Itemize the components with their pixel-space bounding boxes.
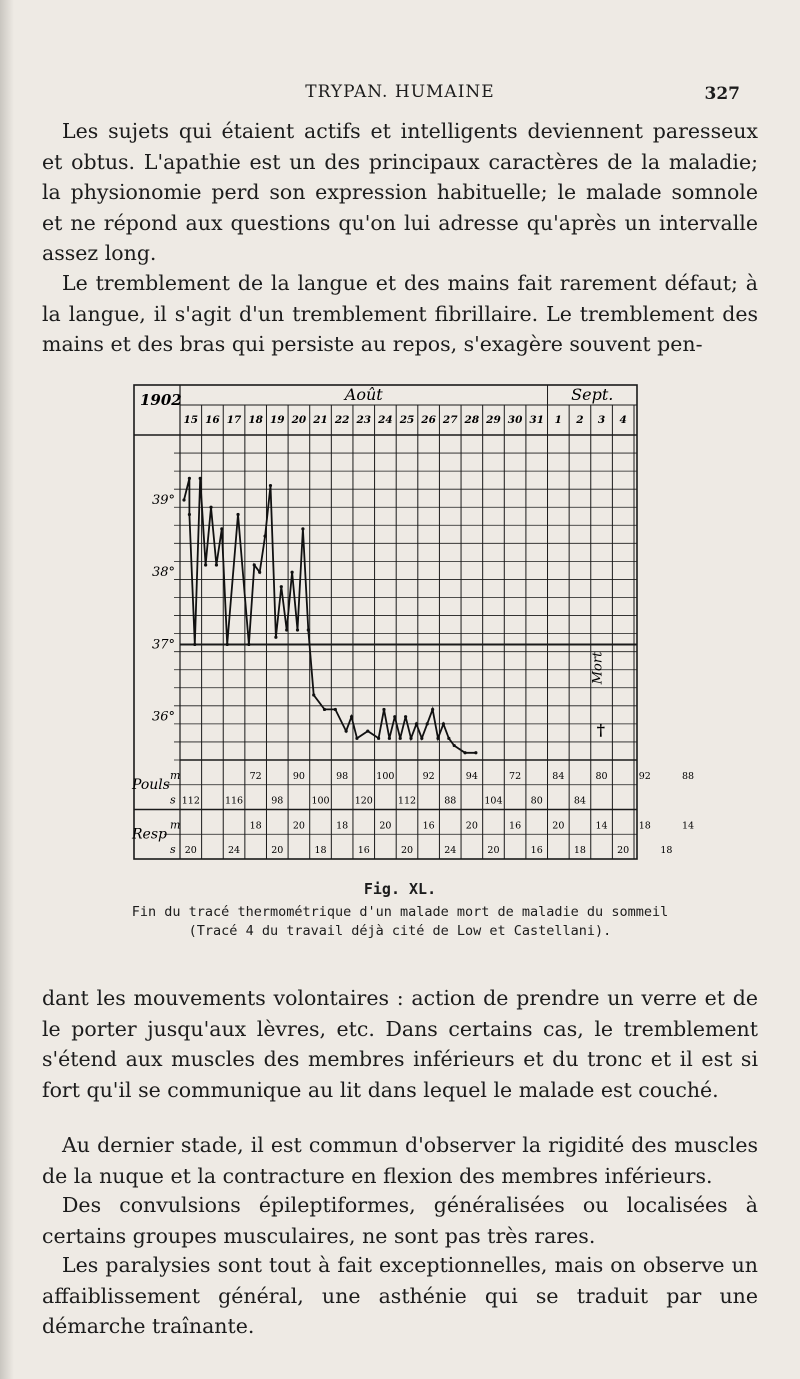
resp-morning-cell: 18	[638, 820, 651, 832]
temperature-point	[263, 535, 266, 538]
resp-morning-cell: 18	[249, 820, 262, 832]
temperature-point	[393, 715, 396, 718]
page-header	[60, 82, 740, 108]
day-label: 19	[269, 414, 285, 426]
resp-evening-cell: 24	[444, 845, 457, 856]
resp-evening-cell: 20	[487, 845, 500, 856]
temperature-point	[307, 628, 310, 631]
pouls-morning-cell: 92	[422, 770, 435, 782]
temperature-point	[388, 737, 391, 740]
pouls-morning-cell: 100	[376, 770, 395, 782]
resp-evening-cell: 20	[400, 845, 414, 856]
pouls-morning-cell: 80	[595, 770, 608, 782]
figure-caption-line2: (Tracé 4 du travail déjà cité de Low et Castellani).	[188, 923, 612, 939]
chart-pulse-resp-table	[131, 769, 694, 856]
row-m-label: m	[170, 768, 181, 782]
running-title: TRYPAN. HUMAINE	[305, 82, 495, 102]
temperature-point	[399, 737, 402, 740]
resp-evening-cell: 16	[530, 845, 543, 856]
day-label: 31	[529, 414, 545, 426]
temperature-point	[199, 477, 202, 480]
temperature-point	[193, 643, 196, 646]
resp-morning-cell: 16	[422, 820, 435, 832]
temperature-point	[382, 708, 385, 711]
day-label: 21	[313, 414, 328, 426]
pouls-morning-cell: 92	[638, 770, 651, 782]
pouls-morning-cell: 98	[336, 770, 349, 782]
day-label: 24	[378, 414, 393, 426]
temperature-point	[404, 715, 407, 718]
pouls-evening-cell: 104	[484, 795, 503, 807]
chart-grid	[134, 385, 637, 859]
temperature-point	[415, 722, 418, 725]
paragraph-paralysis: Les paralysies sont tout à fait exceptionnelles, mais on observe un affaiblissement général, une asthénie qui se traduit par une démarche traînante.	[42, 1253, 758, 1338]
temperature-point	[301, 527, 304, 530]
pouls-morning-cell: 90	[292, 770, 305, 782]
temperature-point	[345, 730, 348, 733]
death-label: Mort	[590, 651, 606, 685]
row-m-label: m	[170, 818, 181, 832]
temperature-point	[182, 498, 185, 501]
month-label-aout: Août	[344, 385, 383, 404]
temperature-point	[290, 571, 293, 574]
resp-evening-cell: 18	[314, 845, 327, 856]
temperature-point	[258, 571, 261, 574]
death-cross-icon: †	[596, 720, 605, 740]
day-label: 18	[248, 414, 263, 426]
day-label: 20	[291, 414, 307, 426]
temperature-point	[453, 744, 456, 747]
temperature-point	[226, 643, 229, 646]
temperature-point	[463, 751, 466, 754]
temperature-point	[447, 737, 450, 740]
resp-morning-cell: 20	[465, 820, 478, 832]
y-tick-label: 36°	[152, 709, 176, 725]
temperature-point	[247, 643, 250, 646]
temperature-point	[366, 730, 369, 733]
pouls-morning-cell: 72	[509, 770, 522, 782]
figure-label: Fig. XL.	[363, 880, 437, 898]
day-label: 1	[554, 414, 562, 426]
pouls-morning-cell: 94	[465, 770, 478, 782]
chart-year: 1902	[140, 391, 182, 409]
row-s-label: s	[170, 843, 176, 856]
temperature-point	[426, 722, 429, 725]
temperature-point	[312, 693, 315, 696]
chart-frame	[134, 385, 637, 859]
y-tick-label: 38°	[152, 565, 176, 581]
resp-label: Resp	[132, 826, 167, 843]
day-label: 29	[486, 414, 501, 426]
temperature-point	[474, 751, 477, 754]
pouls-evening-cell: 88	[444, 795, 457, 807]
pouls-evening-cell: 98	[271, 795, 284, 807]
temperature-point	[355, 737, 358, 740]
day-label: 15	[183, 414, 199, 426]
day-label: 30	[507, 414, 523, 426]
figure-caption	[90, 903, 710, 941]
day-label: 25	[399, 414, 415, 426]
month-label-sept: Sept.	[571, 385, 614, 404]
resp-evening-cell: 18	[573, 845, 586, 856]
y-tick-label: 39°	[152, 493, 176, 508]
paragraph-movements: dant les mouvements volontaires : action de prendre un verre et de le porter jusqu'aux lèvres, etc. Dans certains cas, le tremblement s'étend aux muscles des membres inférieurs et du tronc et il est si fort qu'il se communique au lit dans lequel le malade est couché.	[42, 986, 758, 1102]
resp-evening-cell: 24	[228, 845, 241, 856]
temperature-point	[334, 708, 337, 711]
resp-evening-cell: 18	[660, 845, 673, 856]
day-label: 16	[205, 414, 220, 426]
pouls-evening-cell: 112	[181, 795, 200, 807]
resp-morning-cell: 20	[292, 820, 305, 832]
day-label: 28	[464, 414, 480, 426]
temperature-point	[436, 737, 439, 740]
temperature-point	[220, 527, 223, 530]
paragraph-convulsions: Des convulsions épileptiformes, généralisées ou localisées à certains groupes musculaires, ne sont pas très rares.	[42, 1193, 758, 1248]
paragraph-tremor: Le tremblement de la langue et des mains fait rarement défaut; à la langue, il s'agit d'un tremblement fibrillaire. Le tremblement des mains et des bras qui persiste au repos, s'exagère souvent pen-	[42, 271, 758, 356]
temperature-point	[280, 585, 283, 588]
resp-morning-cell: 20	[552, 820, 565, 832]
pouls-morning-cell: 84	[552, 770, 565, 782]
resp-evening-cell: 20	[617, 845, 630, 856]
temperature-point	[269, 484, 272, 487]
pouls-evening-cell: 80	[530, 795, 543, 807]
temperature-point	[274, 636, 277, 639]
temperature-point	[350, 715, 353, 718]
temperature-point	[420, 737, 423, 740]
temperature-point	[323, 708, 326, 711]
temperature-chart-figure	[122, 383, 695, 868]
temperature-point	[188, 477, 191, 480]
temperature-point	[377, 737, 380, 740]
day-label: 17	[226, 414, 242, 426]
pouls-evening-cell: 100	[311, 795, 330, 807]
row-s-label: s	[170, 793, 176, 807]
temperature-point	[296, 628, 299, 631]
temperature-point	[431, 708, 434, 711]
day-label: 23	[356, 414, 372, 426]
page-edge-shadow	[0, 0, 14, 1379]
day-label: 4	[619, 414, 627, 426]
resp-morning-cell: 18	[336, 820, 349, 832]
resp-morning-cell: 14	[595, 820, 608, 832]
temperature-point	[204, 563, 207, 566]
figure-caption-line1: Fin du tracé thermométrique d'un malade mort de maladie du sommeil	[131, 904, 669, 920]
pouls-evening-cell: 112	[397, 795, 417, 807]
temperature-point	[209, 506, 212, 509]
resp-morning-cell: 16	[509, 820, 522, 832]
day-label: 2	[576, 414, 584, 426]
temperature-point	[236, 513, 239, 516]
resp-evening-cell: 16	[357, 845, 370, 856]
paragraph-last-stage: Au dernier stade, il est commun d'observer la rigidité des muscles de la nuque et la contracture en flexion des membres inférieurs.	[42, 1133, 758, 1188]
page-number: 327	[704, 84, 740, 104]
temperature-point	[188, 513, 191, 516]
pouls-evening-cell: 120	[354, 795, 373, 807]
resp-evening-cell: 20	[184, 845, 197, 856]
chart-y-axis	[152, 493, 175, 725]
paragraph-apathy: Les sujets qui étaient actifs et intelligents deviennent paresseux et obtus. L'apathie est un des principaux caractères de la maladie; la physionomie perd son expression habituelle; le malade somnole et ne répond aux questions qu'on lui adresse qu'après un intervalle assez long.	[42, 119, 758, 265]
day-label: 27	[442, 414, 458, 426]
temperature-point	[285, 628, 288, 631]
pouls-label: Pouls	[132, 776, 170, 793]
pouls-evening-cell: 116	[224, 795, 244, 807]
temperature-chart	[122, 383, 695, 868]
y-tick-label: 37°	[152, 637, 176, 653]
day-label: 3	[597, 414, 606, 426]
pouls-evening-cell: 84	[573, 795, 586, 807]
day-label: 26	[421, 414, 436, 426]
pouls-morning-cell: 72	[249, 770, 262, 782]
resp-morning-cell: 20	[379, 820, 392, 832]
temperature-point	[409, 737, 412, 740]
temperature-point	[442, 722, 445, 725]
temperature-point	[253, 563, 256, 566]
resp-morning-cell: 14	[682, 820, 695, 832]
resp-evening-cell: 20	[271, 845, 284, 856]
temperature-point	[215, 563, 218, 566]
day-label: 22	[334, 414, 350, 426]
pouls-morning-cell: 88	[682, 770, 695, 782]
